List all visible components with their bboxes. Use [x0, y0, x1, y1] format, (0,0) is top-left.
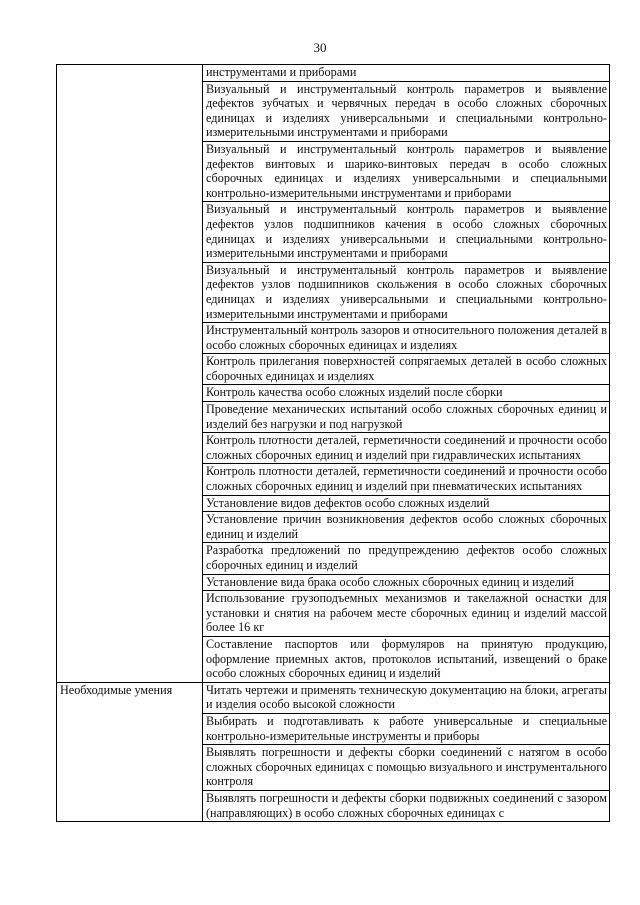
- table-cell: Выбирать и подготавливать к работе универсальные и специальные контрольно-измерительные инструменты и приборы: [203, 713, 610, 744]
- table-cell: Визуальный и инструментальный контроль параметров и выявление дефектов узлов подшипников скольжения в особо сложных сборочных единицах и изделиях универсальными и специальными контрольно-измерительными инструментами и приборами: [203, 262, 610, 322]
- table-cell: Визуальный и инструментальный контроль параметров и выявление дефектов зубчатых и червячных передач в особо сложных сборочных единицах и изделиях универсальными и специальными контрольно-измерительными инструментами и приборами: [203, 81, 610, 141]
- table-cell: Разработка предложений по предупреждению дефектов особо сложных сборочных единиц и изделий: [203, 543, 610, 574]
- table-cell: Визуальный и инструментальный контроль параметров и выявление дефектов винтовых и шарико-винтовых передач в особо сложных сборочных единицах и изделиях универсальными и специальными контрольно-измерительными инструментами и приборами: [203, 141, 610, 201]
- section-label-cell: [57, 65, 203, 683]
- table-cell: Установление вида брака особо сложных сборочных единиц и изделий: [203, 574, 610, 591]
- table-cell: Выявлять погрешности и дефекты сборки подвижных соединений с зазором (направляющих) в особо сложных сборочных единицах с: [203, 790, 610, 821]
- table-cell: Установление причин возникновения дефектов особо сложных сборочных единиц и изделий: [203, 512, 610, 543]
- table-cell: Составление паспортов или формуляров на принятую продукцию, оформление приемных актов, протоколов испытаний, извещений о браке особо сложных сборочных единиц и изделий: [203, 636, 610, 682]
- table-row: [57, 65, 610, 82]
- table-cell: инструментами и приборами: [203, 65, 610, 82]
- table-row: [57, 682, 610, 713]
- table-cell: Установление видов дефектов особо сложных изделий: [203, 495, 610, 512]
- section-label-cell: Необходимые умения: [57, 682, 203, 821]
- table-cell: Контроль плотности деталей, герметичности соединений и прочности особо сложных сборочных единиц и изделий при пневматических испытаниях: [203, 464, 610, 495]
- table-cell: Контроль прилегания поверхностей сопрягаемых деталей в особо сложных сборочных единицах и изделиях: [203, 354, 610, 385]
- table-cell: Выявлять погрешности и дефекты сборки соединений с натягом в особо сложных сборочных единицах с помощью визуального и инструментального контроля: [203, 745, 610, 791]
- page-number: 30: [313, 40, 327, 55]
- table-cell: Контроль качества особо сложных изделий после сборки: [203, 385, 610, 402]
- table-cell: Проведение механических испытаний особо сложных сборочных единиц и изделий без нагрузки и под нагрузкой: [203, 402, 610, 433]
- competency-table: [56, 64, 610, 822]
- table-cell: Использование грузоподъемных механизмов и такелажной оснастки для установки и снятия на рабочем месте сборочных единиц и изделий массой более 16 кг: [203, 591, 610, 637]
- table-cell: Читать чертежи и применять техническую документацию на блоки, агрегаты и изделия особо высокой сложности: [203, 682, 610, 713]
- table-cell: Инструментальный контроль зазоров и относительного положения деталей в особо сложных сборочных единицах и изделиях: [203, 323, 610, 354]
- table-cell: Контроль плотности деталей, герметичности соединений и прочности особо сложных сборочных единиц и изделий при гидравлических испытаниях: [203, 433, 610, 464]
- table-cell: Визуальный и инструментальный контроль параметров и выявление дефектов узлов подшипников качения в особо сложных сборочных единицах и изделиях универсальными и специальными контрольно-измерительными инструментами и приборами: [203, 202, 610, 262]
